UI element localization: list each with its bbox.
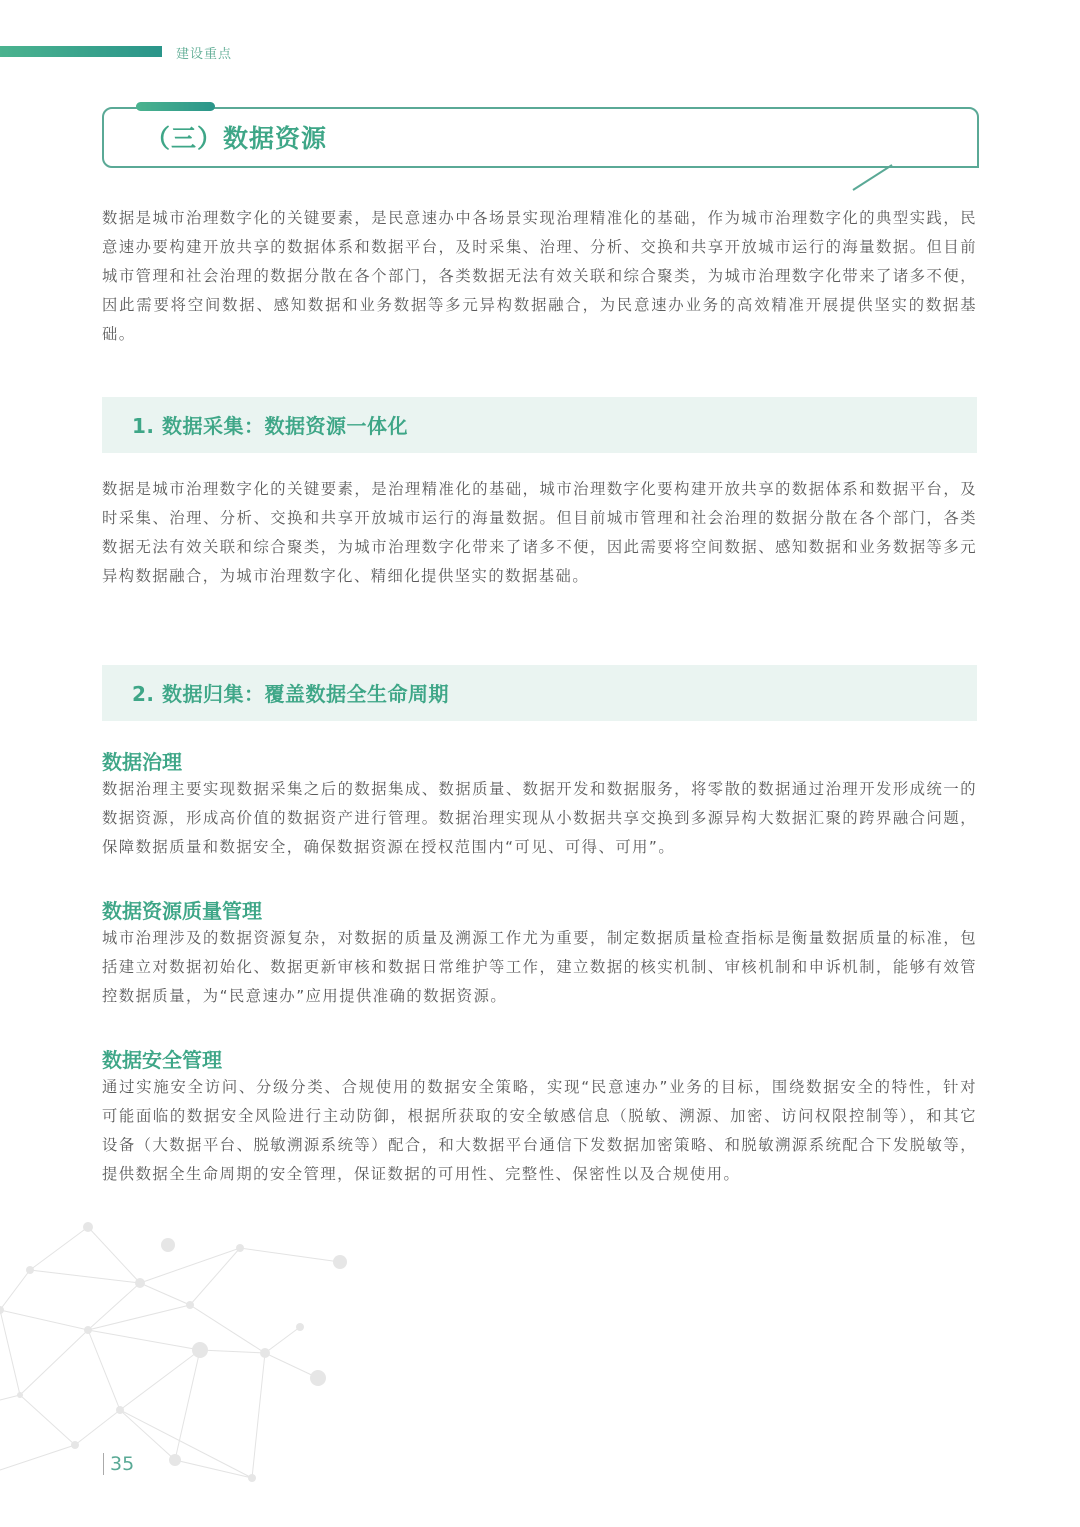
section-heading: 1. 数据采集：数据资源一体化 [132,414,408,438]
section-heading-band [102,397,977,453]
section-heading-band [102,665,977,721]
subsection-heading: 数据资源质量管理 [102,899,262,923]
subsection-heading: 数据安全管理 [102,1048,222,1072]
subsection-paragraph: 城市治理涉及的数据资源复杂，对数据的质量及溯源工作尤为重要，制定数据质量检查指标是衡量数据质量的标准，包括建立对数据初始化、数据更新审核和数据日常维护等工作，建立数据的核实机制、审核机制和申诉机制，能够有效管控数据质量，为“民意速办”应用提供准确的数据资源。 [102,929,977,1005]
intro-paragraph: 数据是城市治理数字化的关键要素，是民意速办中各场景实现治理精准化的基础，作为城市治理数字化的典型实践，民意速办要构建开放共享的数据体系和数据平台，及时采集、治理、分析、交换和共享开放城市运行的海量数据。但目前城市管理和社会治理的数据分散在各个部门，各类数据无法有效关联和综合聚类，为城市治理数字化带来了诸多不便，因此需要将空间数据、感知数据和业务数据等多元异构数据融合，为民意速办业务的高效精准开展提供坚实的数据基础。 [102,209,977,343]
page-number: 35 [103,1453,134,1475]
section-label: 建设重点 [176,47,233,62]
page-title: （三）数据资源 [145,124,328,153]
section-paragraph: 数据是城市治理数字化的关键要素，是治理精准化的基础，城市治理数字化要构建开放共享的数据体系和数据平台，及时采集、治理、分析、交换和共享开放城市运行的海量数据。但目前城市管理和社会治理的数据分散在各个部门，各类数据无法有效关联和综合聚类，为城市治理数字化带来了诸多不便，因此需要将空间数据、感知数据和业务数据等多元异构数据融合，为城市治理数字化、精细化提供坚实的数据基础。 [102,480,977,585]
section-heading: 2. 数据归集：覆盖数据全生命周期 [132,682,449,706]
header-accent-bar [0,46,162,57]
network-decoration [0,1210,360,1490]
subsection-heading: 数据治理 [102,750,182,774]
title-speech-tail [850,162,980,194]
title-accent-pill [136,102,215,111]
subsection-paragraph: 数据治理主要实现数据采集之后的数据集成、数据质量、数据开发和数据服务，将零散的数据通过治理开发形成统一的数据资源，形成高价值的数据资产进行管理。数据治理实现从小数据共享交换到多源异构大数据汇聚的跨界融合问题，保障数据质量和数据安全，确保数据资源在授权范围内“可见、可得、可用”。 [102,780,977,856]
subsection-paragraph: 通过实施安全访问、分级分类、合规使用的数据安全策略，实现“民意速办”业务的目标，围绕数据安全的特性，针对可能面临的数据安全风险进行主动防御，根据所获取的安全敏感信息（脱敏、溯源、加密、访问权限控制等），和其它设备（大数据平台、脱敏溯源系统等）配合，和大数据平台通信下发数据加密策略、和脱敏溯源系统配合下发脱敏等，提供数据全生命周期的安全管理，保证数据的可用性、完整性、保密性以及合规使用。 [102,1078,977,1183]
